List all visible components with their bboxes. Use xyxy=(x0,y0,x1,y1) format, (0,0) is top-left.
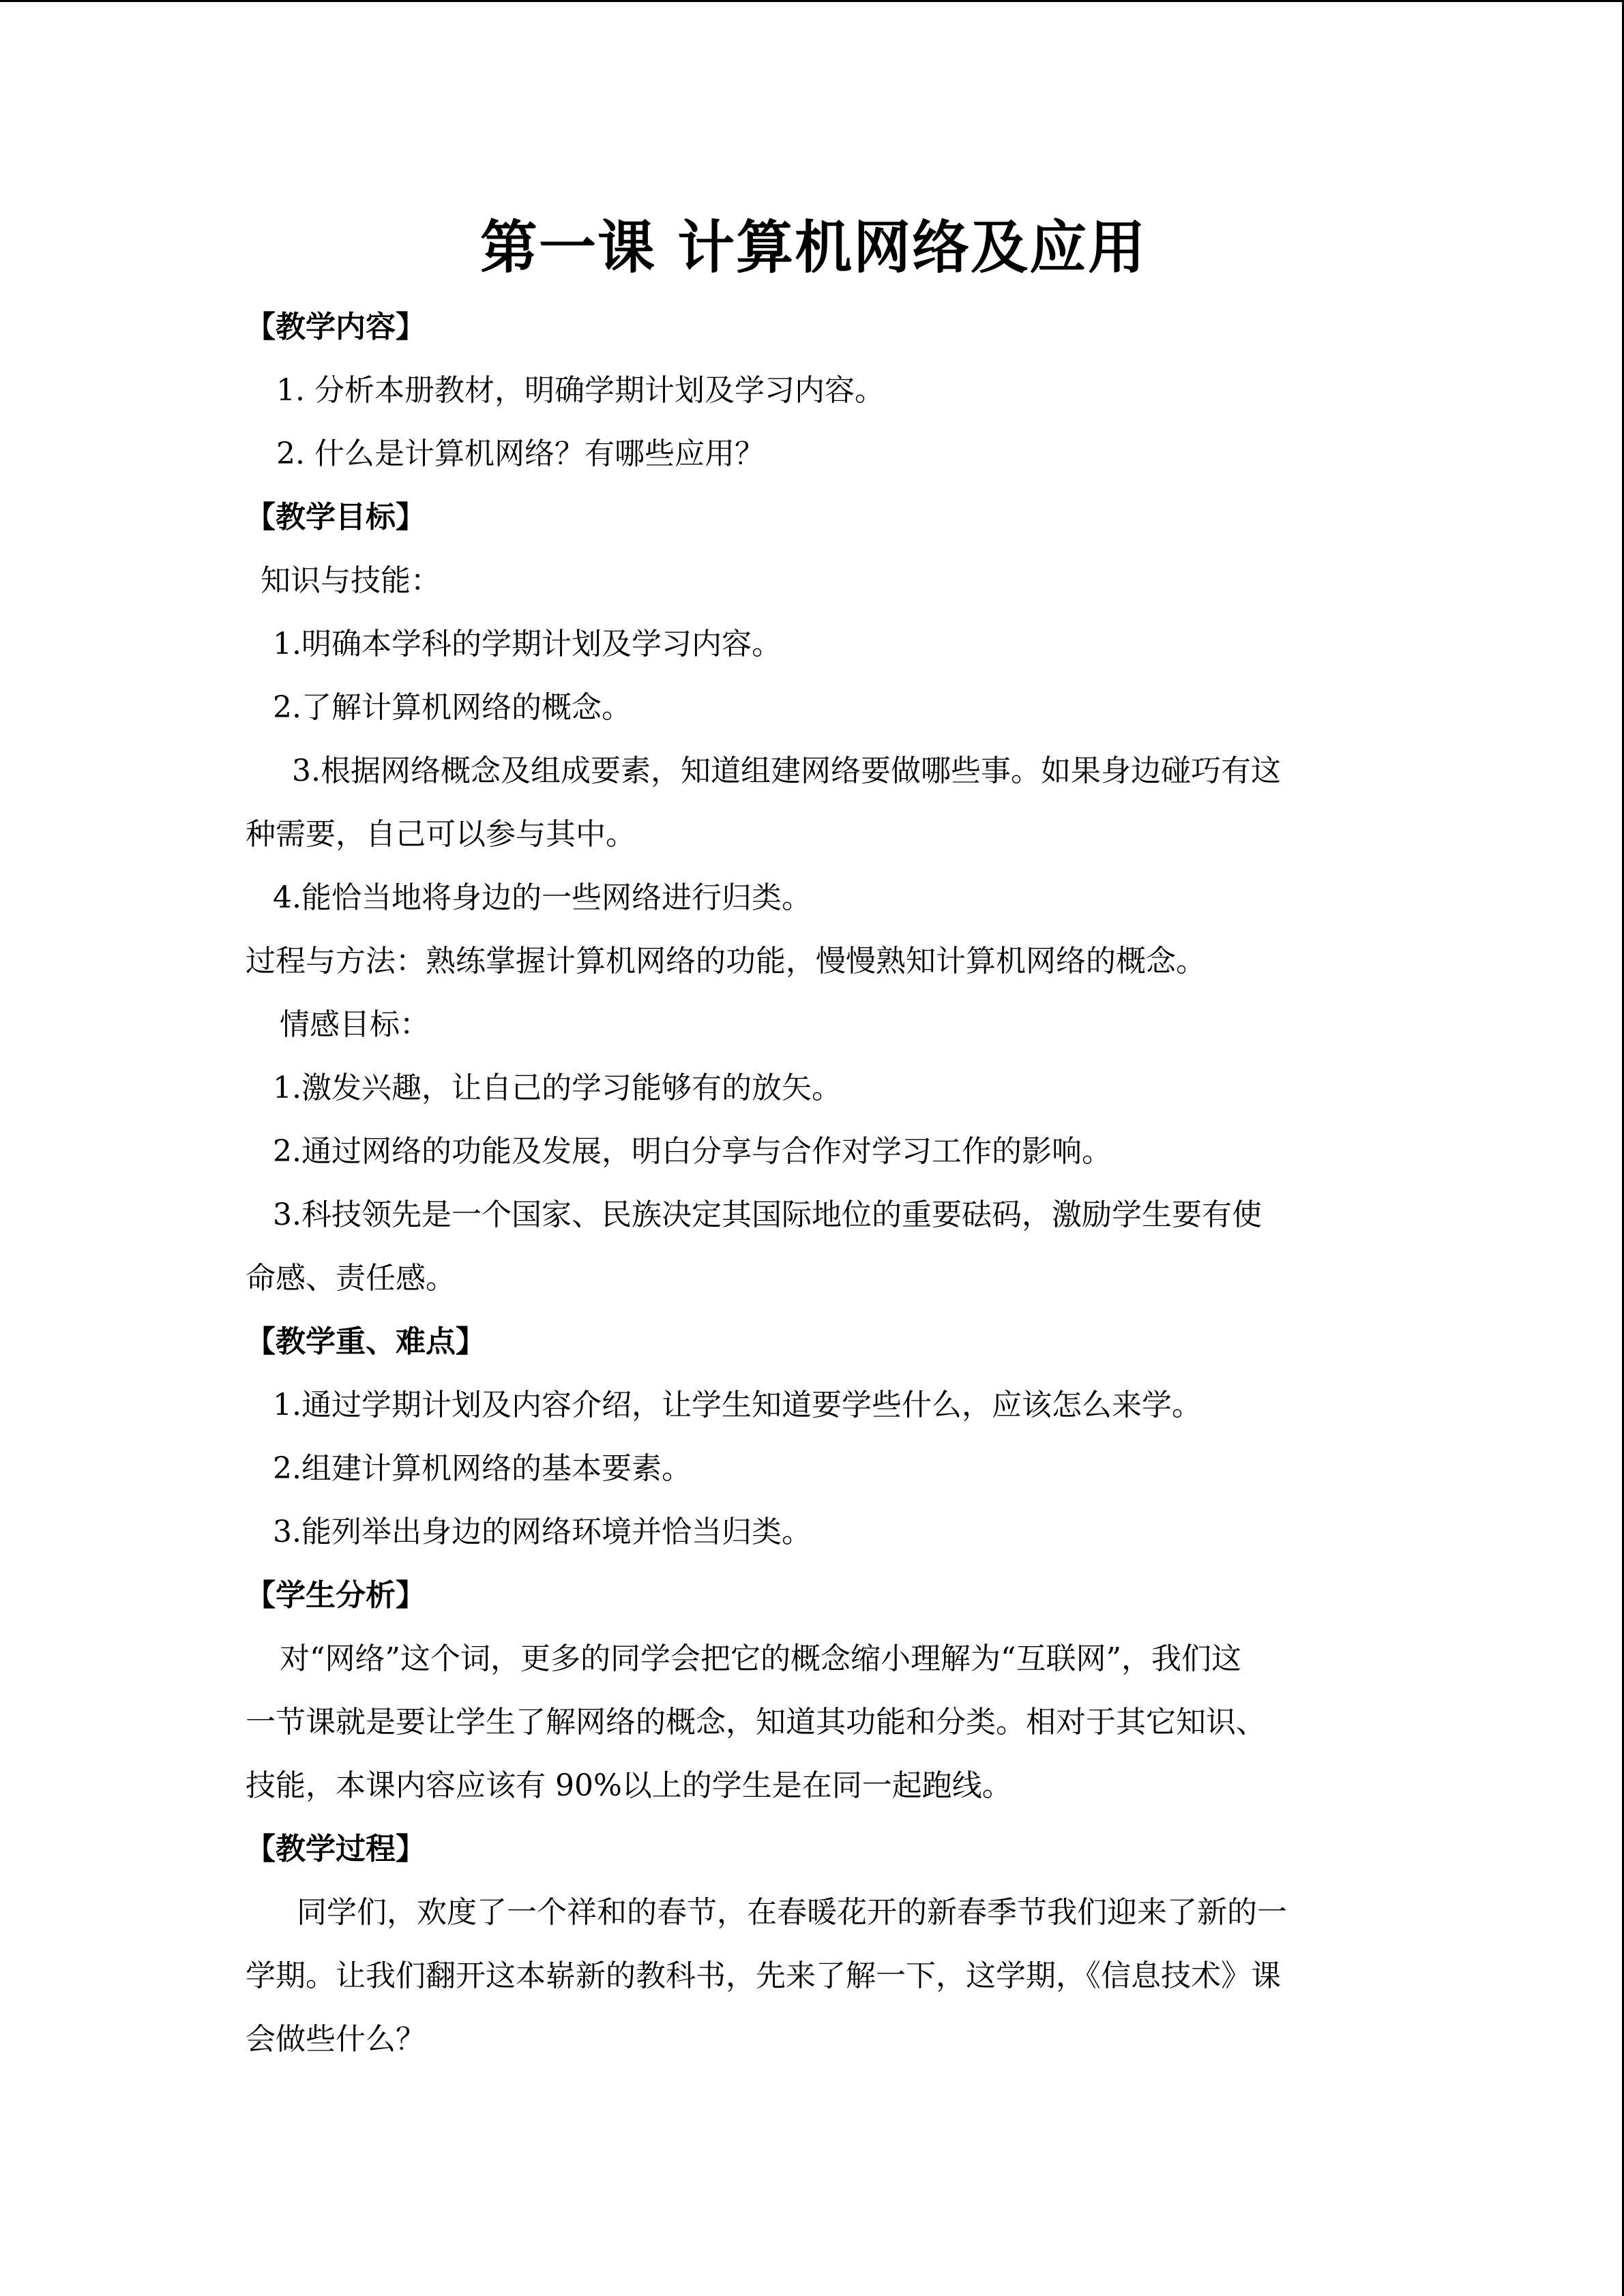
text-line: 4.能恰当地将身边的一些网络进行归类。 xyxy=(273,880,812,915)
document-body xyxy=(246,200,1381,2071)
text-line: 3.科技领先是一个国家、民族决定其国际地位的重要砝码，激励学生要有使 xyxy=(273,1197,1262,1232)
text-line: 3.能列举出身边的网络环境并恰当归类。 xyxy=(273,1515,812,1549)
section-heading: 【教学重、难点】 xyxy=(246,1324,486,1359)
text-line: 知识与技能： xyxy=(261,563,441,598)
text-line: 学期。让我们翻开这本崭新的教科书，先来了解一下，这学期，《信息技术》课 xyxy=(246,1958,1281,1993)
text-line: 同学们，欢度了一个祥和的春节，在春暖花开的新春季节我们迎来了新的一 xyxy=(297,1895,1287,1930)
section-heading: 【教学内容】 xyxy=(246,310,426,344)
lesson-text xyxy=(246,295,1381,2071)
text-line: 3.根据网络概念及组成要素，知道组建网络要做哪些事。如果身边碰巧有这 xyxy=(292,754,1281,788)
text-line: 1.激发兴趣，让自己的学习能够有的放矢。 xyxy=(273,1071,842,1105)
text-line: 命感、责任感。 xyxy=(246,1261,456,1296)
text-line: 会做些什么？ xyxy=(246,2022,426,2057)
text-line: 技能，本课内容应该有 90%以上的学生是在同一起跑线。 xyxy=(246,1768,1012,1803)
text-line: 2.组建计算机网络的基本要素。 xyxy=(273,1451,692,1486)
text-line: 1.通过学期计划及内容介绍，让学生知道要学些什么，应该怎么来学。 xyxy=(273,1388,1202,1422)
text-line: 2.通过网络的功能及发展，明白分享与合作对学习工作的影响。 xyxy=(273,1134,1112,1169)
text-line: 情感目标： xyxy=(280,1007,430,1042)
text-line: 种需要，自己可以参与其中。 xyxy=(246,817,636,852)
section-heading: 【学生分析】 xyxy=(246,1578,426,1613)
text-line: 过程与方法：熟练掌握计算机网络的功能，慢慢熟知计算机网络的概念。 xyxy=(246,944,1206,979)
text-line: 一节课就是要让学生了解网络的概念，知道其功能和分类。相对于其它知识、 xyxy=(246,1705,1266,1740)
text-line: 2.了解计算机网络的概念。 xyxy=(273,690,632,725)
section-heading: 【教学过程】 xyxy=(246,1832,426,1866)
text-line: 1.明确本学科的学期计划及学习内容。 xyxy=(273,627,782,661)
text-line: 1. 分析本册教材，明确学期计划及学习内容。 xyxy=(276,373,885,408)
section-heading: 【教学目标】 xyxy=(246,500,426,535)
lesson-title: 第一课 计算机网络及应用 xyxy=(479,213,1147,281)
text-line: 对“网络”这个词，更多的同学会把它的概念缩小理解为“互联网”，我们这 xyxy=(280,1641,1241,1676)
text-line: 2. 什么是计算机网络？有哪些应用？ xyxy=(276,436,765,471)
